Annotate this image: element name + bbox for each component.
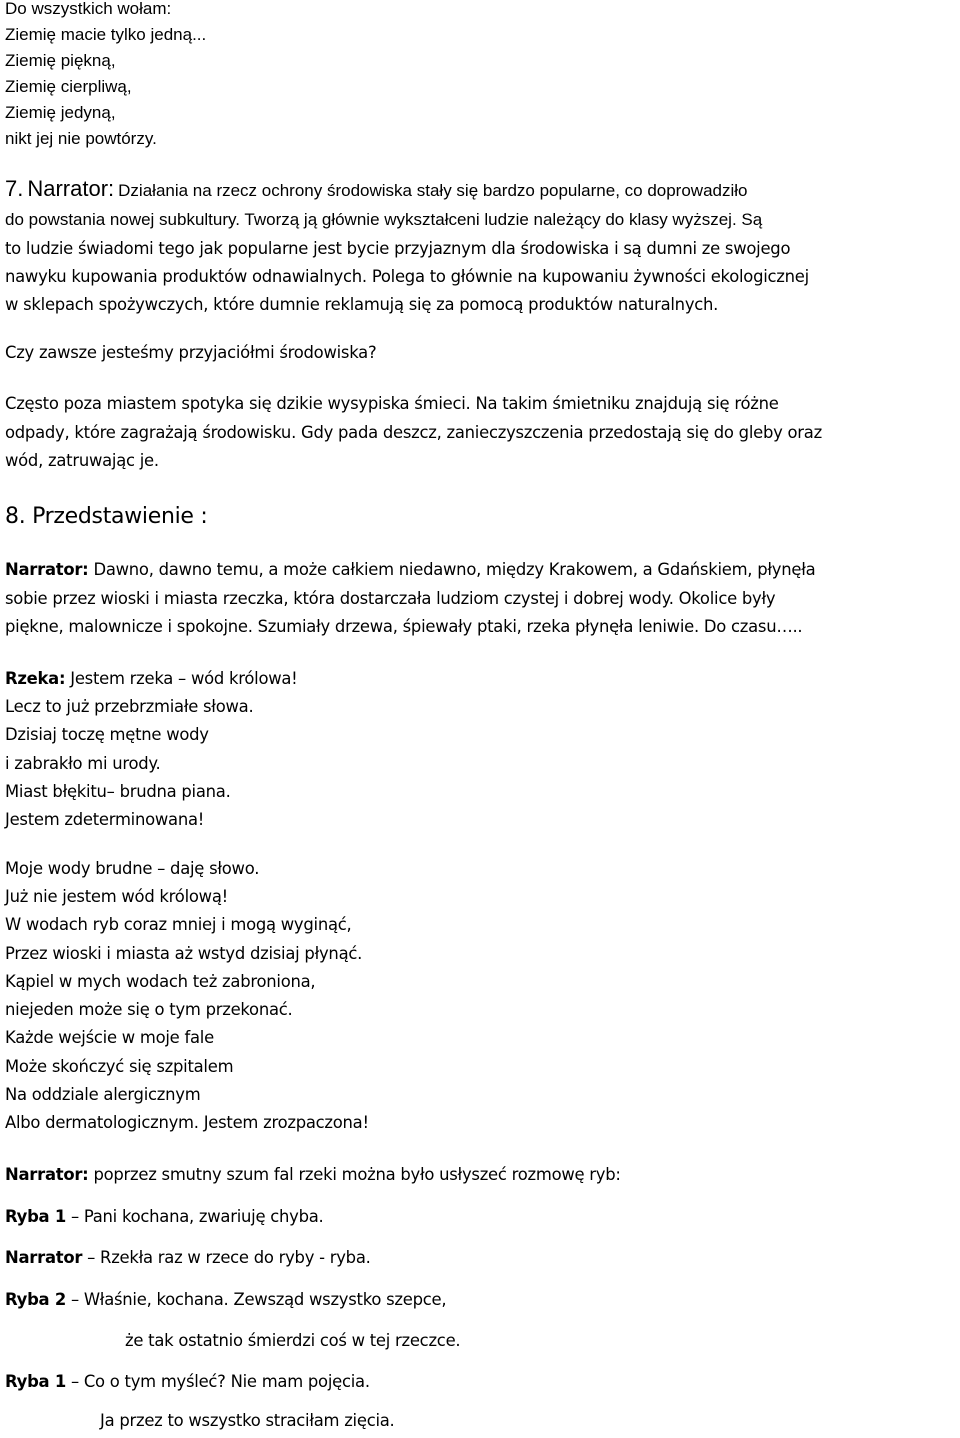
speaker-label: Narrator: (5, 560, 89, 579)
verse-line: Dzisiaj toczę mętne wody (5, 725, 209, 744)
dialogue-line (5, 1250, 371, 1266)
poem-line: nikt jej nie powtórzy. (5, 129, 157, 148)
verse-line: niejeden może się o tym przekonać. (5, 1000, 293, 1019)
paragraph-line: w sklepach spożywczych, które dumnie reklamują się za pomocą produktów naturalnych. (5, 295, 719, 314)
verse-line: Albo dermatologicznym. Jestem zrozpaczona! (5, 1113, 369, 1132)
dialogue-line (5, 1167, 621, 1183)
speaker-label: Ryba 2 (5, 1290, 66, 1309)
verse-line: W wodach ryb coraz mniej i mogą wyginąć, (5, 915, 352, 934)
verse-line: Już nie jestem wód królową! (5, 887, 228, 906)
dialogue-line (5, 1209, 324, 1225)
verse-line: Jestem zdeterminowana! (5, 810, 205, 829)
dialogue-line (5, 1292, 446, 1308)
paragraph-text: Działania na rzecz ochrony środowiska stały się bardzo popularne, co doprowadziło (118, 181, 748, 200)
verse-line: Kąpiel w mych wodach też zabroniona, (5, 972, 316, 991)
verse-line: Przez wioski i miasta aż wstyd dzisiaj płynąć. (5, 944, 363, 963)
dialogue-text: – Pani kochana, zwariuję chyba. (65, 1207, 324, 1226)
paragraph-line: odpady, które zagrażają środowisku. Gdy pada deszcz, zanieczyszczenia przedostają się do gleby oraz (5, 423, 822, 442)
poem-line: Ziemię jedyną, (5, 103, 116, 122)
dialogue-continuation: Ja przez to wszystko straciłam zięcia. (100, 1411, 395, 1430)
speaker-label: Narrator: (5, 1165, 89, 1184)
poem-line: Ziemię macie tylko jedną... (5, 25, 207, 44)
narrator-text: Dawno, dawno temu, a może całkiem niedawno, między Krakowem, a Gdańskiem, płynęła (88, 560, 816, 579)
paragraph-line: wód, zatruwając je. (5, 451, 159, 470)
verse-line: Może skończyć się szpitalem (5, 1057, 234, 1076)
dialogue-text: – Właśnie, kochana. Zewsząd wszystko szepce, (65, 1290, 447, 1309)
rzeka-text: Jestem rzeka – wód królowa! (65, 669, 298, 688)
narrator-line: piękne, malownicze i spokojne. Szumiały drzewa, śpiewały ptaki, rzeka płynęła leniwie. Do czasu….. (5, 617, 803, 636)
paragraph-line: nawyku kupowania produktów odnawialnych. Polega to głównie na kupowaniu żywności ekologicznej (5, 267, 809, 286)
dialogue-continuation: że tak ostatnio śmierdzi coś w tej rzeczce. (125, 1331, 461, 1350)
narrator-line: sobie przez wioski i miasta rzeczka, która dostarczała ludziom czystej i dobrej wody. Okolice były (5, 589, 776, 608)
verse-line: Każde wejście w moje fale (5, 1028, 214, 1047)
speaker-label: Ryba 1 (5, 1207, 66, 1226)
section-heading: 8. Przedstawienie : (5, 504, 208, 529)
poem-line: Ziemię cierpliwą, (5, 77, 132, 96)
verse-line: Na oddziale alergicznym (5, 1085, 201, 1104)
speaker-label: Rzeka: (5, 669, 66, 688)
section-7-first-line (5, 178, 748, 200)
speaker-label: Narrator: (27, 176, 115, 201)
verse-line: Lecz to już przebrzmiałe słowa. (5, 697, 254, 716)
verse-line: Moje wody brudne – daję słowo. (5, 859, 260, 878)
paragraph-line: Często poza miastem spotyka się dzikie wysypiska śmieci. Na takim śmietniku znajdują się różne (5, 394, 779, 413)
dialogue-text: – Rzekła raz w rzece do ryby - ryba. (82, 1248, 371, 1267)
section-number: 7. (5, 176, 24, 201)
speaker-label: Narrator (5, 1248, 83, 1267)
dialogue-line (5, 1374, 370, 1390)
dialogue-text: poprzez smutny szum fal rzeki można było usłyszeć rozmowę ryb: (88, 1165, 621, 1184)
speaker-label: Ryba 1 (5, 1372, 66, 1391)
verse-line: i zabrakło mi urody. (5, 754, 161, 773)
narrator-line (5, 562, 815, 578)
dialogue-text: – Co o tym myśleć? Nie mam pojęcia. (65, 1372, 370, 1391)
paragraph-line: do powstania nowej subkultury. Tworzą ją głównie wykształceni ludzie należący do klasy wyższej. Są (5, 210, 763, 229)
verse-line: Miast błękitu– brudna piana. (5, 782, 231, 801)
poem-line: Do wszystkich wołam: (5, 0, 172, 18)
question-line: Czy zawsze jesteśmy przyjaciółmi środowiska? (5, 343, 377, 362)
paragraph-line: to ludzie świadomi tego jak popularne jest bycie przyjaznym dla środowiska i są dumni ze swojego (5, 239, 791, 258)
poem-line: Ziemię piękną, (5, 51, 116, 70)
rzeka-line (5, 671, 298, 687)
